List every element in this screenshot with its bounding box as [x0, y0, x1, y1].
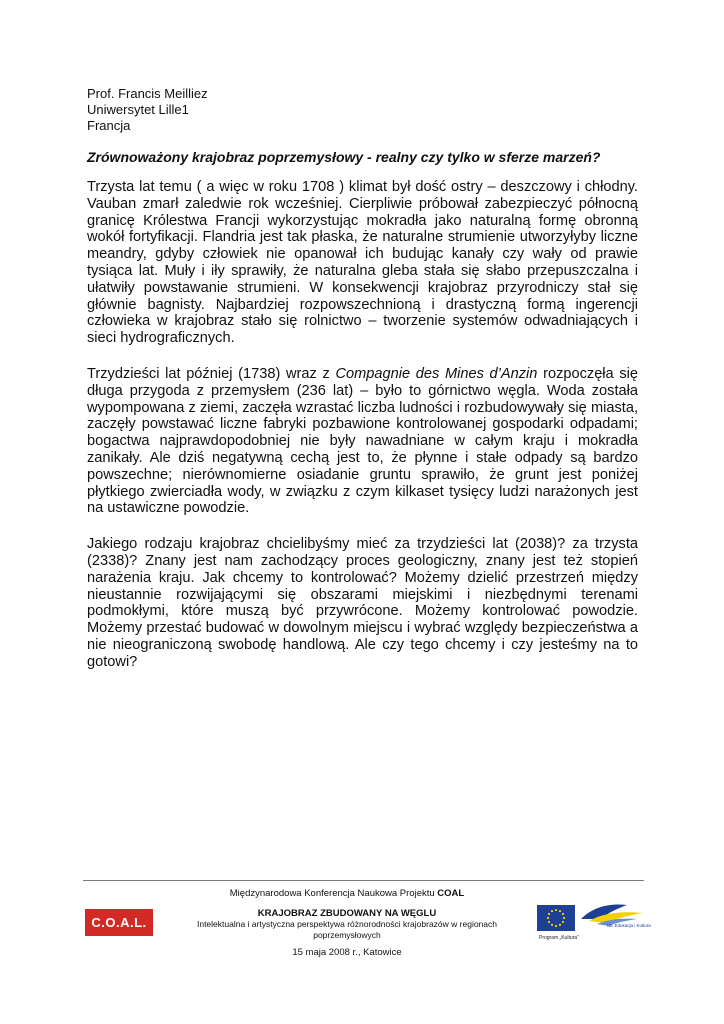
conference-subtitle: KRAJOBRAZ ZBUDOWANY NA WĘGLU — [257, 908, 437, 919]
eu-flag-icon — [537, 905, 575, 931]
author-affiliation: Uniwersytet Lille1 — [87, 102, 189, 117]
author-block — [87, 86, 208, 134]
company-name: Compagnie des Mines d’Anzin — [335, 365, 538, 382]
footer-divider — [83, 880, 644, 881]
conference-date: 15 maja 2008 r., Katowice — [292, 947, 402, 958]
paragraph-2 — [87, 366, 638, 517]
footer-info — [170, 888, 524, 958]
conference-line — [170, 888, 524, 899]
eu-logos — [537, 899, 651, 947]
paragraph-2-start: Trzydzieści lat później (1738) wraz z — [87, 365, 336, 382]
author-name: Prof. Francis Meilliez — [87, 86, 208, 101]
paragraph-2-rest: rozpoczęła się długa przygoda z przemysłem (236 lat) – było to górnictwo węgla. Woda została wypompowana z ziemi, zaczęła wzrastać liczba ludności i rozbudowywały się miasta, zaczęły powstawać liczne fabryki pozbawione kontrolowanej gospodarki odpadami; bogactwa najprawdopodobniej nie były nawadniane w całym kraju i mokradła zanikały. Ale dziś negatywną cechą jest to, że płynne i stałe odpady są bardzo powszechne; nierównomierne osiadanie gruntu sprawiło, że grunt jest poniżej płytkiego zwierciadła wody, w związku z czym kilkaset tysięcy ludzi narażonych jest na ustawiczne powodzie. — [87, 365, 638, 517]
document-title: Zrównoważony krajobraz poprzemysłowy - realny czy tylko w sferze marzeń? — [87, 149, 601, 165]
eu-program-caption: Program „Kultura” — [539, 935, 579, 941]
conference-name: Międzynarodowa Konferencja Naukowa Projektu — [229, 888, 438, 899]
document-body — [87, 179, 638, 690]
paragraph-3: Jakiego rodzaju krajobraz chcielibyśmy mieć za trzydzieści lat (2038)? za trzysta (2338)? Znany jest nam zachodzący proces geologiczny, znany jest też stopień narażenia kraju. Jak chcemy to kontrolować? Możemy dzielić przestrzeń między nieustannie rozwijającymi się obszarami miejskimi i niezbędnymi terenami podmokłymi, które muszą być przywrócone. Możemy kontrolować powodzie. Możemy przestać budować w dowolnym miejscu i wybrać względy bezpieczeństwa a nie nieograniczoną swobodę handlową. Ale czy tego chcemy i czy jesteśmy na to gotowi? — [87, 536, 638, 670]
coal-logo: C.O.A.L. — [85, 909, 153, 936]
conference-description: Intelektualna i artystyczna perspektywa różnorodności krajobrazów w regionach poprzemysłowych — [196, 919, 497, 940]
paragraph-1: Trzysta lat temu ( a więc w roku 1708 ) klimat był dość ostry – deszczowy i chłodny. Vauban zmarł zaledwie rok wcześniej. Cierpliwie próbował zabezpieczyć północną granicę Królestwa Francji wykorzystując mokradła jako naturalną formę obronną wokół fortyfikacji. Flandria jest tak płaska, że naturalne strumienie utworzyłyby liczne meandry, gdyby człowiek nie opanował ich budując kanały czy wały od prawie tysiąca lat. Muły i iły sprawiły, że naturalna gleba stała się słabo przepuszczalna i ułatwiły powstawanie strumieni. W konsekwencji krajobraz przyrodniczy stał się głównie bagnisty. Najbardziej rozpowszechnioną i drastyczną formą ingerencji człowieka w krajobraz stało się rolnictwo – tworzenie systemów odwadniających i sieci hydrograficznych. — [87, 179, 638, 347]
project-name: COAL — [437, 888, 465, 899]
eu-small-caption: UE Edukacja i Kultura — [607, 923, 651, 928]
author-country: Francja — [87, 118, 131, 133]
